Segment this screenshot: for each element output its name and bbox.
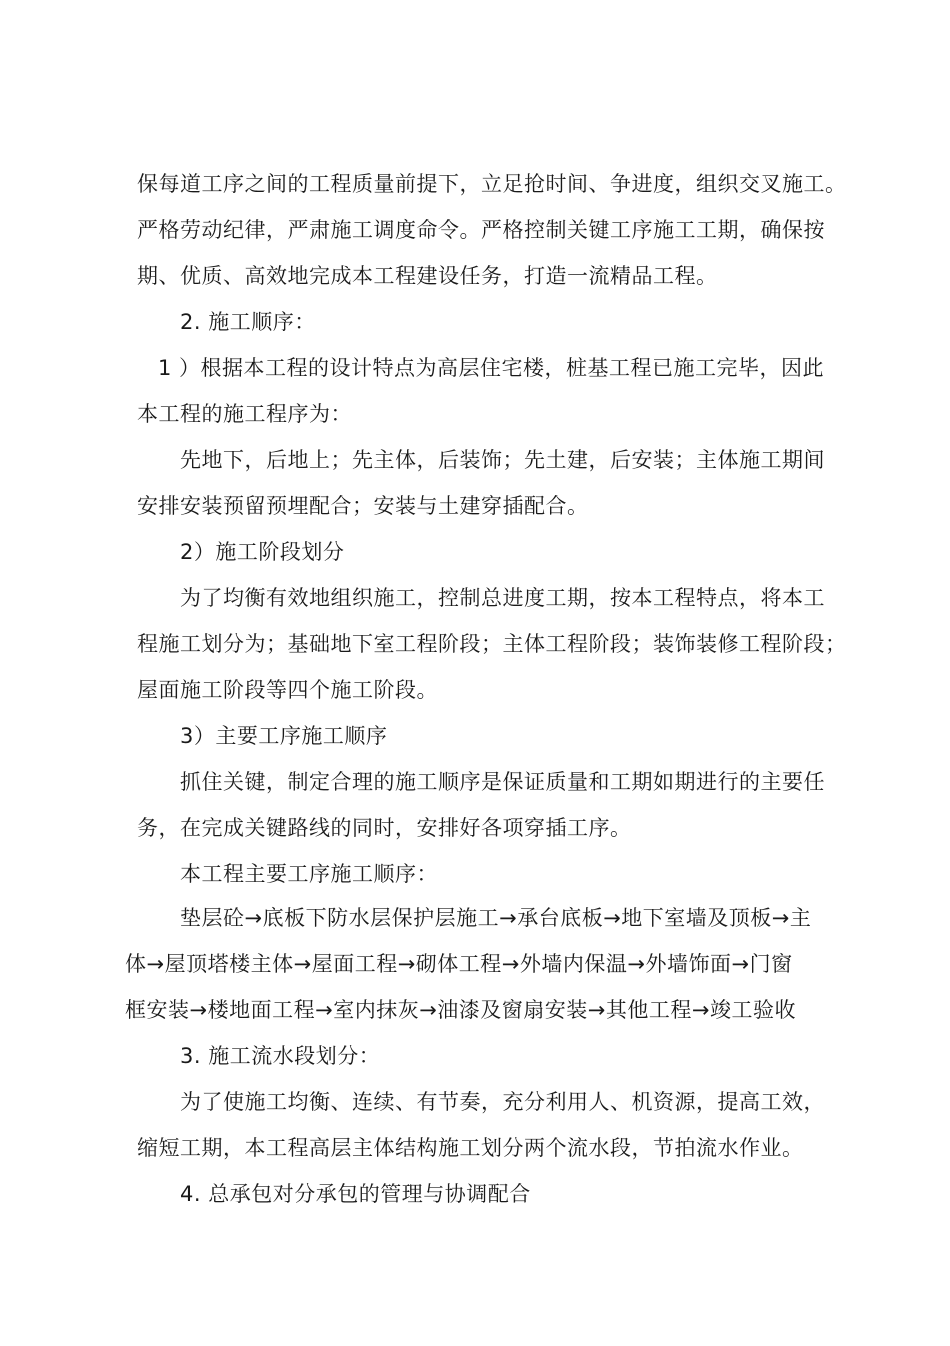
paragraph-line: 体→屋顶塔楼主体→屋面工程→砌体工程→外墙内保温→外墙饰面→门窗	[125, 952, 793, 976]
paragraph-line: 本工程主要工序施工顺序：	[180, 862, 438, 886]
paragraph-line: 屋面施工阶段等四个施工阶段。	[137, 678, 438, 702]
subsection-heading: 3）主要工序施工顺序	[180, 724, 388, 748]
paragraph-line: 先地下，后地上；先主体，后装饰；先土建，后安装；主体施工期间	[180, 448, 825, 472]
paragraph-line: 1 ）根据本工程的设计特点为高层住宅楼，桩基工程已施工完毕，因此	[158, 356, 825, 380]
paragraph-line: 为了均衡有效地组织施工，控制总进度工期，按本工程特点，将本工	[180, 586, 825, 610]
subsection-heading: 2）施工阶段划分	[180, 540, 345, 564]
paragraph-line: 务，在完成关键路线的同时，安排好各项穿插工序。	[137, 816, 632, 840]
paragraph-line: 抓住关键，制定合理的施工顺序是保证质量和工期如期进行的主要任	[180, 770, 825, 794]
paragraph-line: 垫层砼→底板下防水层保护层施工→承台底板→地下室墙及顶板→主	[180, 906, 812, 930]
paragraph-line: 本工程的施工程序为：	[137, 402, 352, 426]
section-heading: 2. 施工顺序：	[180, 310, 316, 334]
paragraph-line: 为了使施工均衡、连续、有节奏，充分利用人、机资源，提高工效，	[180, 1090, 825, 1114]
paragraph-line: 严格劳动纪律，严肃施工调度命令。严格控制关键工序施工工期，确保按	[137, 218, 825, 242]
paragraph-line: 保每道工序之间的工程质量前提下，立足抢时间、争进度，组织交叉施工。	[137, 172, 847, 196]
paragraph-line: 期、优质、高效地完成本工程建设任务，打造一流精品工程。	[137, 264, 718, 288]
section-heading: 4. 总承包对分承包的管理与协调配合	[180, 1182, 531, 1206]
section-heading: 3. 施工流水段划分：	[180, 1044, 381, 1068]
paragraph-line: 框安装→楼地面工程→室内抹灰→油漆及窗扇安装→其他工程→竣工验收	[125, 998, 796, 1022]
paragraph-line: 缩短工期，本工程高层主体结构施工划分两个流水段，节拍流水作业。	[137, 1136, 804, 1160]
paragraph-line: 程施工划分为；基础地下室工程阶段；主体工程阶段；装饰装修工程阶段；	[137, 632, 847, 656]
paragraph-line: 安排安装预留预埋配合；安装与土建穿插配合。	[137, 494, 589, 518]
